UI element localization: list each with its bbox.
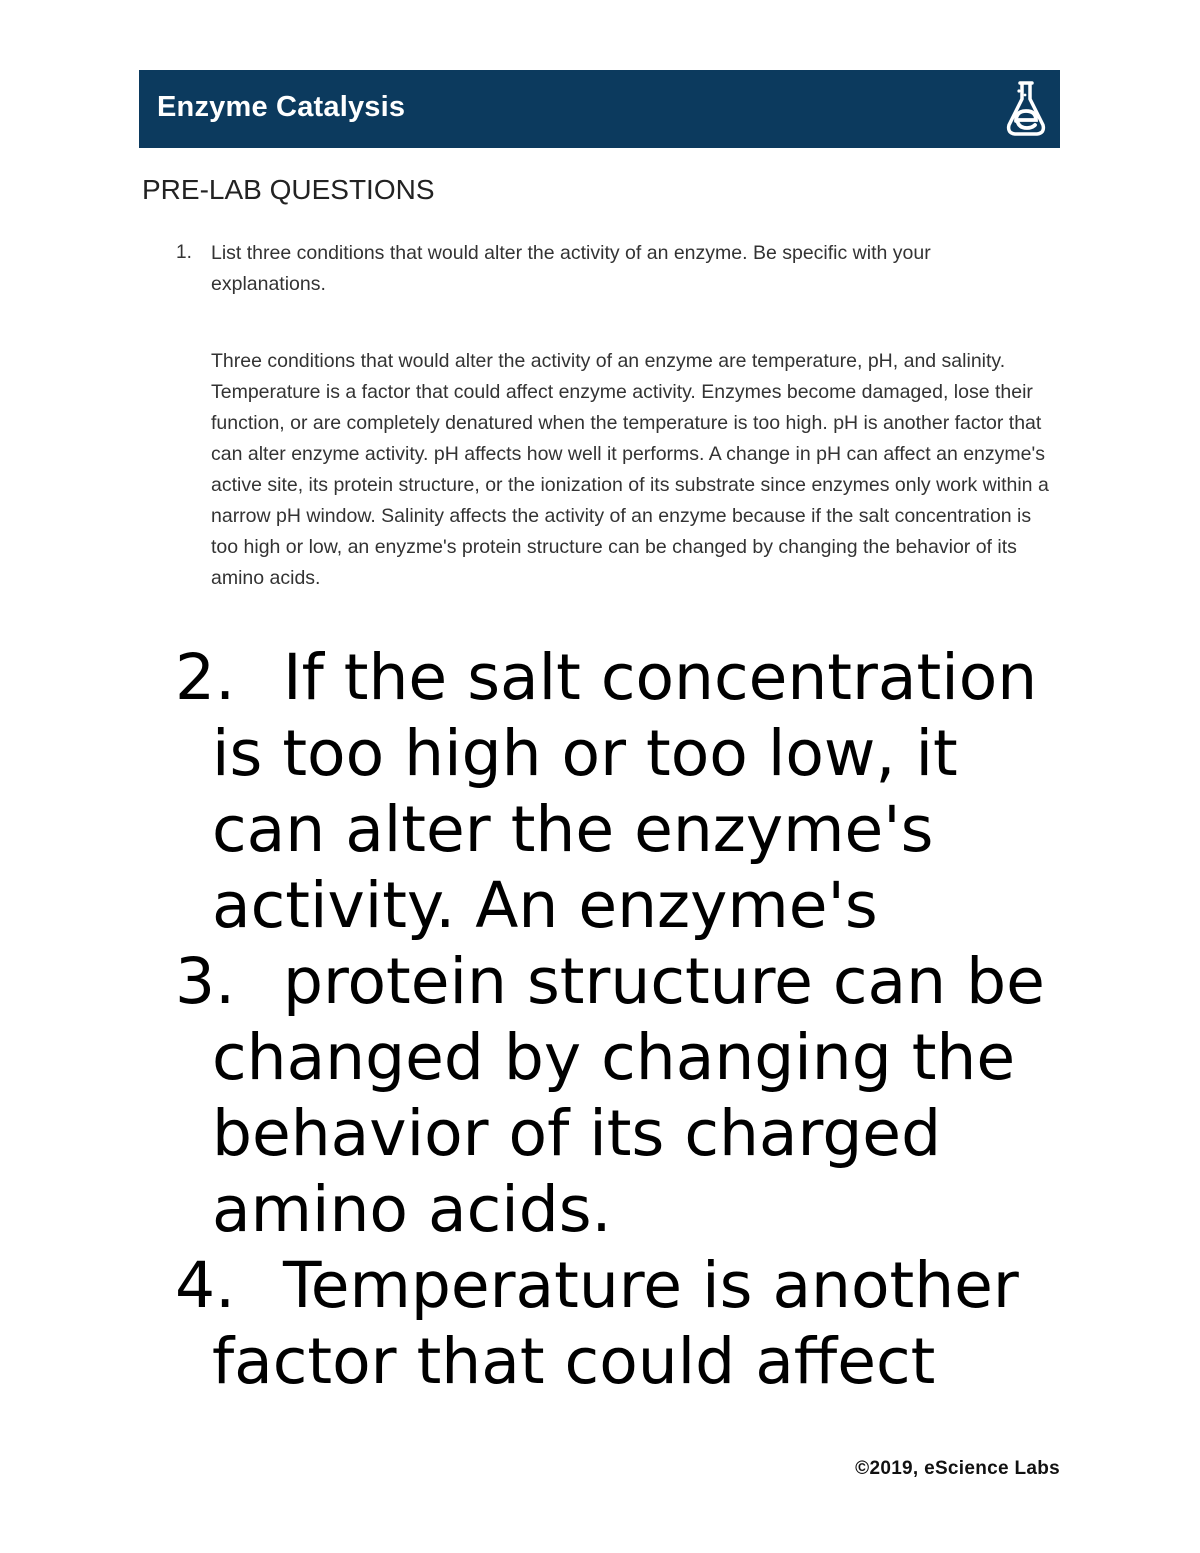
list-item-number: 4. bbox=[175, 1249, 236, 1322]
list-item-text: Temperature is another factor that could affect bbox=[212, 1249, 1019, 1398]
flask-e-icon bbox=[1001, 79, 1051, 139]
copyright-footer: ©2019, eScience Labs bbox=[855, 1458, 1060, 1479]
list-item-text: If the salt concentration is too high or too low, it can alter the enzyme's activity. An enzyme's bbox=[212, 641, 1038, 942]
large-answer-list bbox=[175, 640, 1080, 1400]
question-number: 1. bbox=[176, 242, 192, 263]
list-item bbox=[175, 1248, 1080, 1400]
list-item bbox=[175, 640, 1080, 944]
page-title: Enzyme Catalysis bbox=[157, 91, 406, 123]
header-bar bbox=[139, 70, 1060, 148]
question-prompt: List three conditions that would alter the activity of an enzyme. Be specific with your explanations. bbox=[211, 242, 931, 295]
list-item bbox=[175, 944, 1080, 1248]
list-item-text: protein structure can be changed by changing the behavior of its charged amino acids. bbox=[212, 945, 1045, 1246]
list-item-number: 3. bbox=[175, 945, 236, 1018]
section-heading: PRE-LAB QUESTIONS bbox=[142, 174, 435, 205]
question-answer: Three conditions that would alter the activity of an enzyme are temperature, pH, and salinity. Temperature is a factor that could affect enzyme activity. Enzymes become damaged, lose their function, or are completely denatured when the temperature is too high. pH is another factor that can alter enzyme activity. pH affects how well it performs. A change in pH can affect an enzyme's active site, its protein structure, or the ionization of its substrate since enzymes only work within a narrow pH window. Salinity affects the activity of an enzyme because if the salt concentration is too high or low, an enyzme's protein structure can be changed by changing the behavior of its amino acids. bbox=[211, 350, 1049, 589]
list-item-number: 2. bbox=[175, 641, 236, 714]
